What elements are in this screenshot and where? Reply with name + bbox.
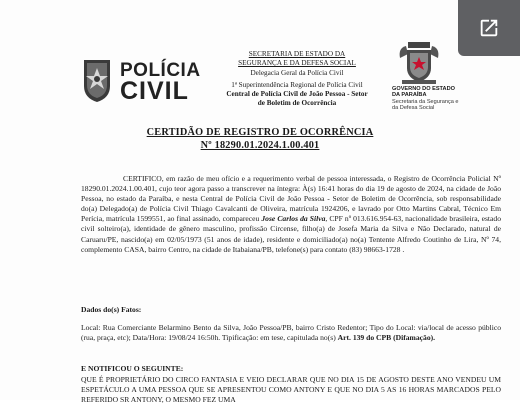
header-line-5: Central de Polícia Civil de João Pessoa - Setor bbox=[226, 90, 368, 99]
facts-heading: Dados do(s) Fatos: bbox=[81, 305, 142, 314]
logo-line-1: POLÍCIA bbox=[120, 60, 201, 81]
notification-paragraph: QUE É PROPRIETÁRIO DO CIRCO FANTASIA E VEIO DECLARAR QUE NO DIA 15 DE AGOSTO DESTE ANO VENDEU UM ESPETÁCULO A UMA PESSOA QUE SE APRESENTOU COMO ANTONY E QUE NO DIA 5 AS 16 HORAS MARCADOS PELO REFERIDO SR ANTONY, O MESMO FEZ UMA bbox=[81, 375, 501, 405]
institution-header bbox=[222, 50, 372, 109]
intro-rest-text: , CPF nº 013.616.954-63, nacionalidade brasileira, estado civil solteiro(a), identidade de gênero masculino, profissão Circense, filho(a) de Josefa Maria da Silva e Não Declarado, natural de Caruaru/PE, nascido(a) em 02/05/1973 (51 anos de idade), residente e domiciliado(a) no(a) Tentente Alfredo Coutinho de Lira, Nº 74, complemento CASA, bairro Centro, na cidade de Itabaiana/PB, telefone(s) para contato (83) 98663-1728 . bbox=[81, 214, 502, 254]
complainant-name: Jose Carlos da Silva bbox=[261, 214, 326, 224]
header-line-6: de Boletim de Ocorrência bbox=[257, 99, 337, 108]
facts-paragraph bbox=[81, 323, 501, 343]
government-label bbox=[392, 86, 462, 112]
intro-text: CERTIFICO, em razão de meu ofício e a requerimento verbal de pessoa interessada, o Registro de Ocorrência Policial Nº 18290.01.2024.1.00.401, cujo teor agora passo a transcrever na íntegra: À(s) 16:41 horas do dia 19 de agosto de 2024, na cidade de João Pessoa, no estado da Paraíba, e nesta Central de Polícia Civil de João Pessoa - Setor de Boletim de Ocorrência, sob responsabilidade do(a) Delegado(a) de Polícia Civil Thiago Cavalcanti de Oliveira, matrícula 1924206, e lavrado por Otto Martins Cabral, Técnico Em Perícia, matrícula 1599551, ao final assinado, compareceu bbox=[81, 174, 501, 224]
article-text: Art. 139 do CPB (Difamação). bbox=[337, 333, 436, 343]
open-in-new-icon bbox=[478, 17, 500, 39]
notification-heading: E NOTIFICOU O SEGUINTE: bbox=[81, 364, 184, 373]
header-line-3: Delegacia Geral da Polícia Civil bbox=[250, 68, 344, 77]
policia-civil-wordmark bbox=[120, 60, 201, 105]
local-text: Local: Rua Comerciante Belarmino Bento da Silva, João Pessoa/PB, bairro Cristo Redentor; Tipo do Local: via/local de acesso público (rua, praça, etc); Data/Hora: 19/08/24 16:50h. Tipificação: em tese, capitulada no(s) bbox=[81, 323, 501, 343]
document-title: CERTIDÃO DE REGISTRO DE OCORRÊNCIA bbox=[146, 127, 374, 138]
header-line-2: SEGURANÇA E DA DEFESA SOCIAL bbox=[238, 59, 356, 68]
government-title: GOVERNO DO ESTADO DA PARAÍBA bbox=[392, 86, 455, 99]
policia-civil-badge-icon bbox=[80, 56, 114, 104]
header-line-1: SECRETARIA DE ESTADO DA bbox=[248, 50, 346, 58]
government-subtitle: Secretaria da Segurança e da Defesa Social bbox=[392, 98, 459, 112]
logo-line-2: CIVIL bbox=[120, 77, 189, 105]
certification-paragraph bbox=[81, 174, 501, 255]
document-number: Nº 18290.01.2024.1.00.401 bbox=[200, 140, 320, 151]
paraiba-coat-of-arms-icon bbox=[396, 40, 442, 86]
header-line-4: 1ª Superintendência Regional de Polícia Civil bbox=[231, 80, 363, 89]
open-external-button[interactable] bbox=[458, 0, 520, 56]
